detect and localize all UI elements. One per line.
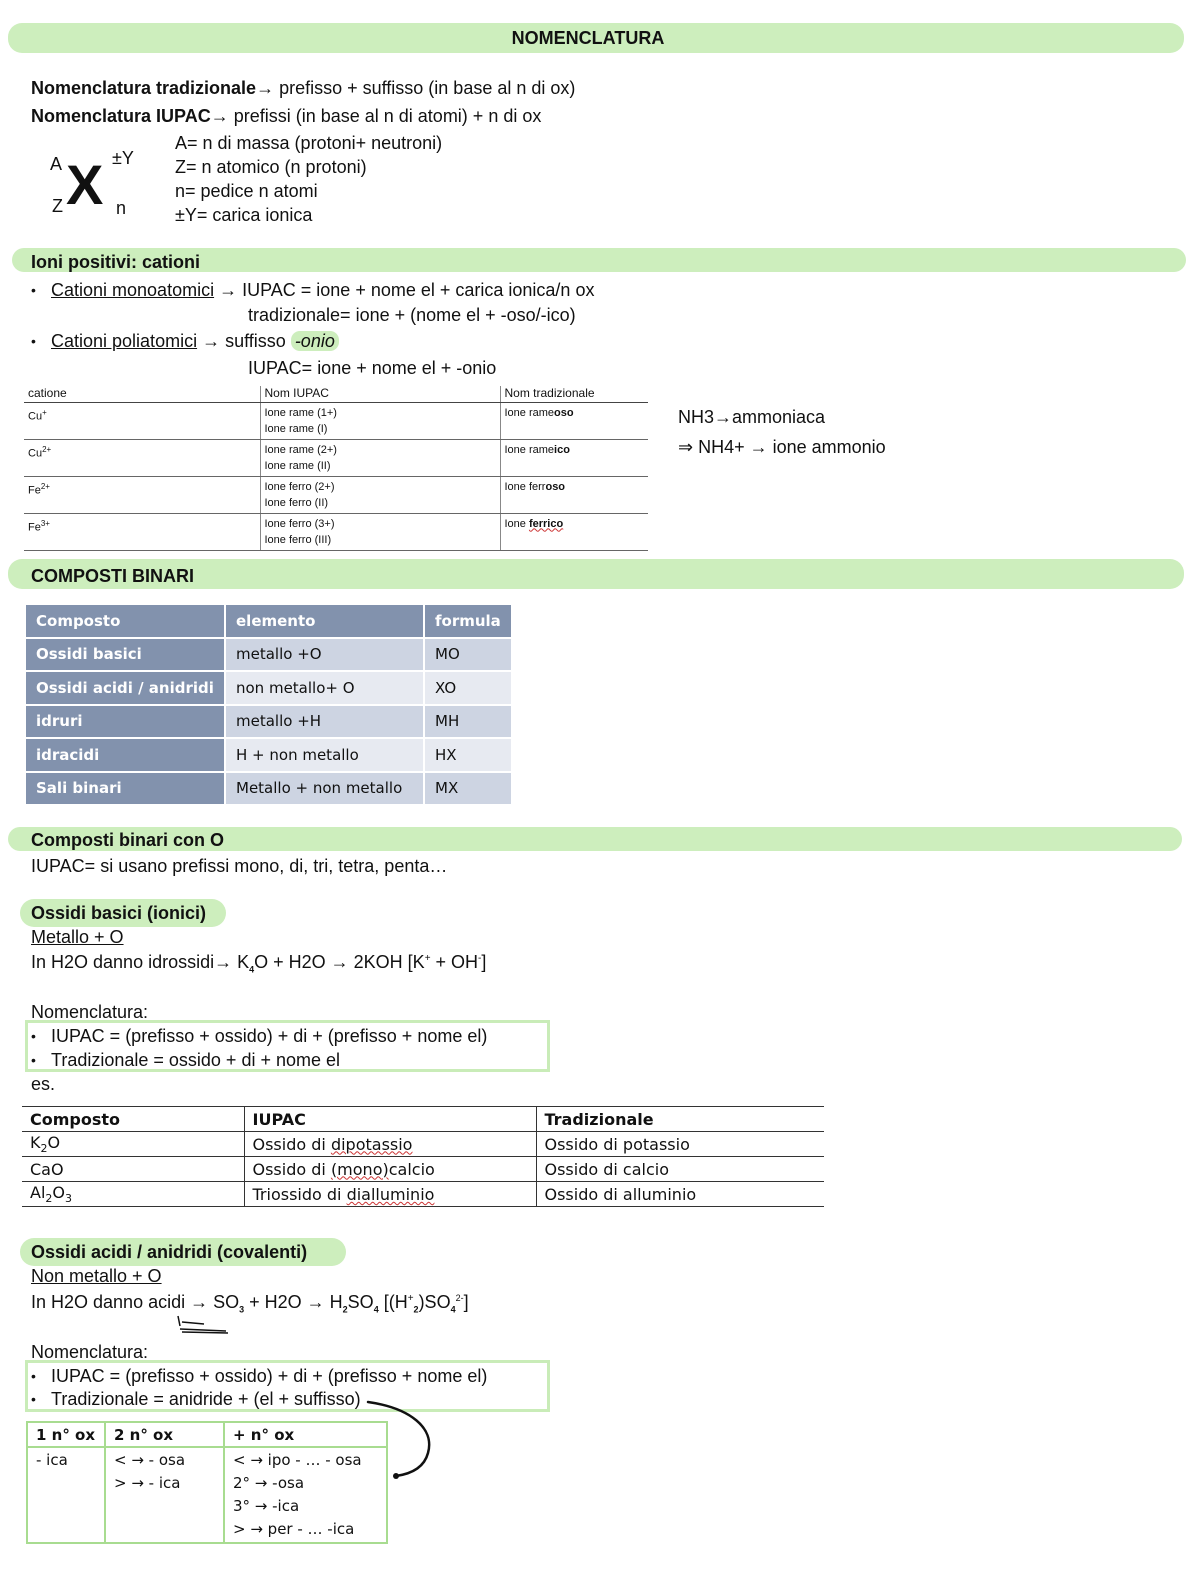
binari-o-header: Composti binari con O: [31, 830, 225, 850]
basici-header: Ossidi basici (ionici): [31, 903, 207, 923]
cell-formula: MX: [425, 773, 511, 805]
iupac-charge: Ione ferro (3+): [264, 517, 335, 530]
trad-base: Ione rame: [504, 443, 555, 456]
cell-ion: [24, 513, 260, 550]
iupac-word: (mono): [330, 1159, 389, 1179]
reaction-text: O + H2O → 2KOH [K: [254, 952, 425, 972]
cationi-note-ammoniaca: NH3→ammoniaca: [678, 407, 826, 427]
formula-el: O: [52, 1183, 65, 1203]
reaction-text: In H2O danno acidi → SO: [31, 1292, 240, 1312]
table-row: [22, 1157, 824, 1182]
iupac-text: Ossido di: [252, 1159, 331, 1179]
cell-composto: [22, 1132, 244, 1157]
basici-table: [22, 1106, 824, 1207]
intro-trad-label: Nomenclatura tradizionale: [31, 78, 257, 98]
cell-composto: [22, 1182, 244, 1207]
cell-composto: Ossidi basici: [26, 639, 224, 671]
trad-base: Ione: [504, 517, 529, 530]
cell-trad: Ossido di calcio: [536, 1157, 824, 1182]
table-row: [24, 513, 648, 550]
basici-col-composto: Composto: [22, 1107, 244, 1132]
table-row: [26, 672, 511, 704]
iupac-charge: Ione ferro (2+): [264, 480, 335, 493]
cell-composto: Ossidi acidi / anidridi: [26, 672, 224, 704]
cationi-mono: [51, 280, 594, 301]
table-row: [26, 739, 511, 771]
cell-ion: [24, 476, 260, 513]
cell-elemento: metallo +H: [226, 706, 423, 738]
reaction-text: ]: [463, 1292, 469, 1312]
cell-composto: Sali binari: [26, 773, 224, 805]
intro-trad-text: → prefisso + suffisso (in base al n di ox): [256, 78, 576, 98]
reaction-sub: 2: [413, 1304, 419, 1315]
table-row: [26, 706, 511, 738]
table-row: [24, 439, 648, 476]
ion-symbol: Fe: [28, 484, 41, 497]
cell-iupac: [244, 1157, 536, 1182]
iupac-roman: Ione ferro (II): [264, 496, 329, 509]
cationi-poli-suffix: -onio: [291, 331, 339, 351]
symbol-y: ±Y: [112, 148, 134, 168]
ion-charge: 2+: [40, 481, 50, 491]
iupac-charge: Ione rame (1+): [264, 406, 337, 419]
cationi-poli-label: Cationi poliatomici: [51, 331, 198, 351]
cell-formula: MO: [425, 639, 511, 671]
reaction-sup: +: [407, 1293, 414, 1304]
cationi-poli-iupac: IUPAC= ione + nome el + -onio: [248, 358, 497, 378]
cell-elemento: metallo +O: [226, 639, 423, 671]
table-row: [26, 773, 511, 805]
cell-iupac: [244, 1132, 536, 1157]
cationi-note-ammonio: ⇒ NH4+ → ione ammonio: [678, 437, 886, 457]
basici-formula: Metallo + O: [31, 927, 124, 947]
iupac-text: Triossido di: [252, 1184, 347, 1204]
suffix-rule: 3° → -ica: [233, 1497, 300, 1515]
cell-composto: idracidi: [26, 739, 224, 771]
cell-formula: HX: [425, 739, 511, 771]
suffix-rule: < → - osa: [114, 1451, 186, 1469]
binari-col-formula: formula: [425, 605, 511, 637]
cell-iupac: [244, 1182, 536, 1207]
table-row: [27, 1447, 387, 1543]
cationi-poli: [51, 331, 339, 352]
basici-nom-label: Nomenclatura:: [31, 1002, 149, 1022]
cell-formula: MH: [425, 706, 511, 738]
acidi-nom-iupac: • IUPAC = (prefisso + ossido) + di + (prefisso + nome el): [51, 1366, 487, 1387]
cell-ion: [24, 402, 260, 439]
suffix-rule: > → per - … -ica: [233, 1520, 355, 1538]
reaction-text: In H2O danno idrossidi→ K: [31, 952, 250, 972]
cell-elemento: Metallo + non metallo: [226, 773, 423, 805]
nuclide-symbol: [46, 142, 176, 222]
symbol-legend-y: ±Y= carica ionica: [175, 205, 313, 225]
cationi-mono-trad: tradizionale= ione + (nome el + -oso/-ico): [248, 305, 576, 325]
reaction-text: ]: [481, 952, 487, 972]
basici-col-trad: Tradizionale: [536, 1107, 824, 1132]
symbol-z: Z: [52, 196, 63, 216]
symbol-legend-a: A= n di massa (protoni+ neutroni): [175, 133, 443, 153]
basici-es: es.: [31, 1074, 56, 1094]
symbol-a: A: [50, 154, 63, 174]
ion-charge: 3+: [40, 518, 50, 528]
cell-trad: [500, 513, 648, 550]
cell-iupac: [260, 402, 500, 439]
suffix-col-more: + n° ox: [224, 1422, 387, 1447]
basici-reaction: [31, 952, 486, 975]
trad-base: Ione rame: [504, 406, 555, 419]
trad-suffix: oso: [545, 480, 566, 493]
cationi-mono-label: Cationi monoatomici: [51, 280, 215, 300]
acidi-nom-trad: • Tradizionale = anidride + (el + suffisso): [51, 1389, 361, 1410]
cationi-mono-text: → IUPAC = ione + nome el + carica ionica/n ox: [219, 280, 595, 300]
intro-iupac: [31, 106, 541, 127]
table-row: [26, 639, 511, 671]
binari-table-header: [26, 605, 511, 637]
cationi-table-header: [24, 386, 648, 402]
suffix-cell-1ox: [27, 1447, 105, 1543]
intro-iupac-label: Nomenclatura IUPAC: [31, 106, 211, 126]
binari-table: [24, 603, 513, 806]
suffix-col-1ox: 1 n° ox: [27, 1422, 105, 1447]
reaction-text: SO: [347, 1292, 374, 1312]
symbol-legend-n: n= pedice n atomi: [175, 181, 318, 201]
trad-base: Ione ferr: [504, 480, 546, 493]
reaction-text: + OH: [430, 952, 479, 972]
cationi-poli-text: → suffisso: [202, 331, 286, 351]
cell-formula: XO: [425, 672, 511, 704]
cell-trad: Ossido di alluminio: [536, 1182, 824, 1207]
formula-el: O: [47, 1133, 61, 1152]
scribble-mark: [174, 1312, 234, 1334]
ion-symbol: Cu: [28, 447, 43, 460]
binari-o-text: IUPAC= si usano prefissi mono, di, tri, tetra, penta…: [31, 856, 448, 876]
table-row: [22, 1132, 824, 1157]
cell-trad: [500, 476, 648, 513]
iupac-word: dialluminio: [346, 1184, 435, 1204]
formula-el: Al: [30, 1183, 46, 1203]
suffix-rule: 2° → -osa: [233, 1474, 305, 1492]
iupac-text: Ossido di: [252, 1134, 331, 1154]
acidi-reaction: [31, 1292, 469, 1315]
reaction-sup: +: [424, 953, 431, 964]
ion-symbol: Fe: [28, 521, 41, 534]
trad-suffix: oso: [554, 406, 574, 419]
reaction-sup: -: [478, 953, 482, 964]
trad-suffix: ico: [554, 443, 570, 456]
basici-col-iupac: IUPAC: [244, 1107, 536, 1132]
suffix-rule: > → - ica: [114, 1474, 181, 1492]
symbol-x: X: [66, 153, 104, 216]
ion-charge: 2+: [42, 444, 52, 454]
cell-iupac: [260, 439, 500, 476]
cationi-col-iupac: Nom IUPAC: [260, 386, 500, 402]
cell-trad: Ossido di potassio: [536, 1132, 824, 1157]
symbol-legend-z: Z= n atomico (n protoni): [175, 157, 367, 177]
iupac-roman: Ione rame (I): [264, 422, 328, 435]
binari-col-elemento: elemento: [226, 605, 423, 637]
suffix-table: [26, 1421, 388, 1544]
suffix-cell-2ox: [105, 1447, 224, 1543]
cell-iupac: [260, 476, 500, 513]
reaction-text: + H2O → H: [244, 1292, 343, 1312]
cell-elemento: non metallo+ O: [226, 672, 423, 704]
page-title: NOMENCLATURA: [511, 28, 665, 48]
basici-table-header: [22, 1107, 824, 1132]
cell-trad: [500, 439, 648, 476]
intro-iupac-text: → prefissi (in base al n di atomi) + n di ox: [210, 106, 542, 126]
basici-nom-trad: • Tradizionale = ossido + di + nome el: [51, 1050, 340, 1071]
suffix-rule: < → ipo - … - osa: [233, 1451, 362, 1469]
cell-trad: [500, 402, 648, 439]
reaction-sub: 4: [373, 1304, 379, 1315]
formula-sub: 2: [45, 1192, 53, 1206]
cell-composto: idruri: [26, 706, 224, 738]
iupac-roman: Ione ferro (III): [264, 533, 332, 546]
binari-col-composto: Composto: [26, 605, 224, 637]
iupac-word: dipotassio: [330, 1134, 413, 1154]
acidi-header: Ossidi acidi / anidridi (covalenti): [31, 1242, 308, 1262]
cationi-col-catione: catione: [24, 386, 260, 402]
table-row: [24, 402, 648, 439]
iupac-roman: Ione rame (II): [264, 459, 331, 472]
reaction-sub: 4: [450, 1304, 456, 1315]
cell-ion: [24, 439, 260, 476]
suffix-col-2ox: 2 n° ox: [105, 1422, 224, 1447]
cationi-table: [24, 386, 648, 551]
cell-composto: CaO: [22, 1157, 244, 1182]
suffix-rule: - ica: [36, 1451, 68, 1469]
symbol-n: n: [116, 198, 127, 218]
ion-symbol: Cu: [28, 410, 43, 423]
cell-elemento: H + non metallo: [226, 739, 423, 771]
reaction-sup: 2-: [455, 1293, 464, 1303]
reaction-text: )SO: [418, 1292, 451, 1312]
ion-charge: +: [42, 407, 47, 417]
table-row: [24, 476, 648, 513]
acidi-formula: Non metallo + O: [31, 1266, 162, 1286]
intro-trad: [31, 78, 575, 99]
iupac-charge: Ione rame (2+): [264, 443, 337, 456]
reaction-sub: 2: [342, 1304, 348, 1315]
acidi-nom-label: Nomenclatura:: [31, 1342, 149, 1362]
cationi-header: Ioni positivi: cationi: [31, 252, 201, 272]
formula-sub: 3: [64, 1192, 72, 1206]
basici-nom-iupac: • IUPAC = (prefisso + ossido) + di + (prefisso + nome el): [51, 1026, 487, 1047]
suffix-table-header: [27, 1422, 387, 1447]
reaction-sub: 3: [239, 1304, 245, 1315]
table-row: [22, 1182, 824, 1207]
cationi-col-trad: Nom tradizionale: [500, 386, 648, 402]
formula-sub: 2: [40, 1142, 48, 1156]
cell-iupac: [260, 513, 500, 550]
formula-el: K: [30, 1133, 41, 1152]
iupac-text: calcio: [388, 1159, 435, 1179]
reaction-text: [(H: [378, 1292, 408, 1312]
binari-header: COMPOSTI BINARI: [31, 566, 195, 586]
reaction-sub: 4: [249, 964, 255, 975]
hand-arrow: [340, 1398, 450, 1488]
trad-suffix: ferrico: [528, 517, 564, 530]
